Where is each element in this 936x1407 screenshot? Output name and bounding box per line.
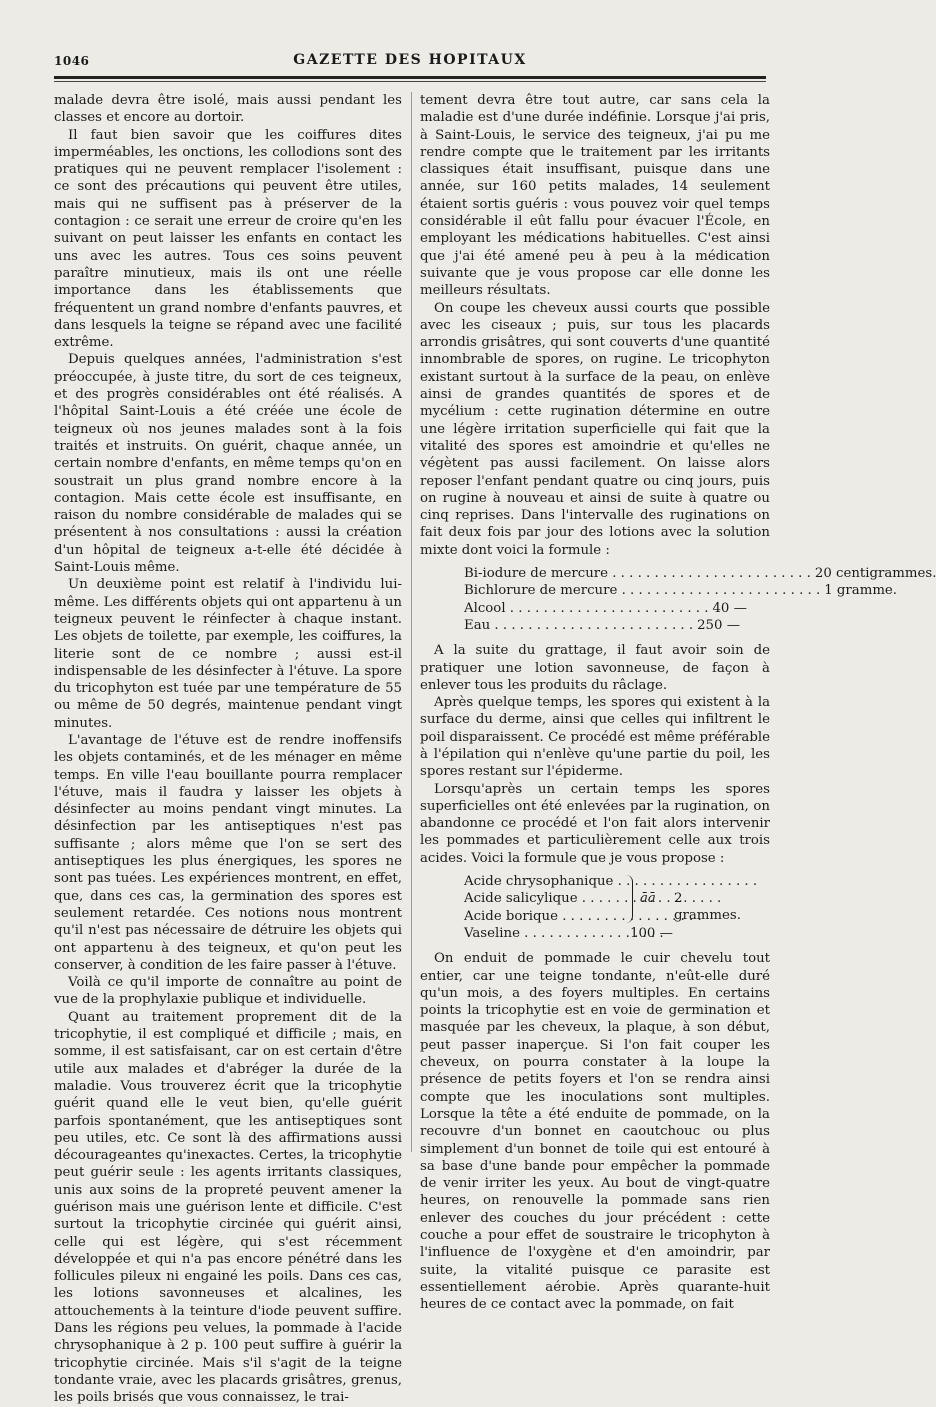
ingredient-name: Vaseline . . .	[464, 925, 622, 942]
ingredient-qty: 20 centigrammes.	[811, 565, 933, 582]
ingredient-name: Acide borique . . .	[464, 908, 622, 925]
paragraph: Après quelque temps, les spores qui existent à la surface du derme, ainsi que celles qui infiltrent le poil disparaissent. Ce procédé est même préférable à l'épilation qui n'enlève qu'une partie du poil, les spores restant sur l'épiderme.	[420, 695, 770, 780]
left-column	[54, 92, 402, 1406]
page-number: 1046	[54, 54, 90, 68]
header-rule-thin	[54, 81, 766, 82]
ingredient-name: Alcool . . .	[464, 600, 708, 617]
paragraph: On coupe les cheveux aussi courts que possible avec les ciseaux ; puis, sur tous les placards arrondis grisâtres, qui sont couverts d'une quantité innombrable de spores, on rugine. Le tricophyton existant surtout à la surface de la peau, on enlève ainsi de grandes quantités de spores et de mycélium : cette rugination détermine en outre une légère irritation superficielle qui fait que la vitalité des spores est amoindrie et qu'elles ne végètent pas aussi facilement. On laisse alors reposer l'enfant pendant quatre ou cinq jours, puis on rugine à nouveau et ainsi de suite à quatre ou cinq reprises. Dans l'intervalle des ruginations on fait deux fois par jour des lotions avec la solution mixte dont voici la formule :	[420, 300, 770, 558]
paragraph: tement devra être tout autre, car sans cela la maladie est d'une durée indéfinie. Lorsque j'ai pris, à Saint-Louis, le service des teigneux, j'ai pu me rendre compte que le traitement par les irritants classiques était insuffisant, puisque dans une année, sur 160 petits malades, 14 seulement étaient sortis guéris : vous pouvez voir quel temps considérable il eût fallu pour évacuer l'École, en employant les médications habituelles. C'est ainsi que j'ai été amené peu à peu à la médication suivante que je vous propose car elle donne les meilleurs résultats.	[420, 93, 770, 299]
ingredient-qty: 1 gramme.	[820, 582, 897, 599]
ingredient-name: Bi-iodure de mercure . . .	[464, 565, 811, 582]
ingredient-name: Acide salicylique . . .	[464, 890, 622, 907]
paragraph: On enduit de pommade le cuir chevelu tout entier, car une teigne tondante, n'eût-elle duré qu'un mois, a des foyers multiples. En certains points la tricophytie est en voie de germination et masquée par les cheveux, la plaque, à son début, peut passer inaperçue. Si l'on fait couper les cheveux, on pourra constater à la loupe la présence de petits foyers et l'on se rendra ainsi compte que les inoculations sont multiples. Lorsque la tête a été enduite de pommade, on la recouvre d'un bonnet en caoutchouc ou plus simplement d'un bonnet de toile qui est entouré à sa base d'une bande pour empêcher la pommade de venir irriter les yeux. Au bout de vingt-quatre heures, on renouvelle la pommade sans rien enlever des couches du jour précédent : cette couche a pour effet de soustraire le tricophyton à l'influence de l'oxygène et d'en amoindrir, par suite, la vitalité puisque ce parasite est essentiellement aérobie. Après quarante-huit heures de ce contact avec la pommade, on fait	[420, 951, 770, 1313]
formula-row	[464, 873, 744, 890]
formula-row	[464, 582, 898, 599]
paragraph: Voilà ce qu'il importe de connaître au point de vue de la prophylaxie publique et individuelle.	[54, 975, 402, 1008]
running-title: GAZETTE DES HOPITAUX	[293, 52, 527, 68]
paragraph: malade devra être isolé, mais aussi pendant les classes et encore au dortoir.	[54, 93, 402, 126]
ingredient-qty: 40 —	[708, 600, 746, 617]
paragraph: Depuis quelques années, l'administration s'est préoccupée, à juste titre, du sort de ces teigneux, et des progrès considérables ont été réalisés. A l'hôpital Saint-Louis a été créée une école de teigneux où nos jeunes malades sont à la fois traités et instruits. On guérit, chaque année, un certain nombre d'enfants, en même temps qu'on en soustrait un plus grand nombre encore à la contagion. Mais cette école est insuffisante, en raison du nombre considérable de malades qui se présentent à nos consultations : aussi la création d'un hôpital de teigneux a-t-elle été décidée à Saint-Louis même.	[54, 352, 402, 576]
paragraph: Il faut bien savoir que les coiffures dites imperméables, les onctions, les collodions sont des pratiques qui ne peuvent remplacer l'isolement : ce sont des précautions qui peuvent être utiles, mais qui ne suffisent pas à préserver de la contagion : ce serait une erreur de croire qu'en les suivant on peut laisser les enfants en contact les uns avec les autres. Tous ces soins peuvent paraître minutieux, mais ils ont une réelle importance dans les établissements que fréquentent un grand nombre d'enfants pauvres, et dans lesquels la teigne se répand avec une facilité extrême.	[54, 127, 402, 351]
paragraph: A la suite du grattage, il faut avoir soin de pratiquer une lotion savonneuse, de façon à enlever tous les produits du râclage.	[420, 643, 770, 693]
paragraph: Quant au traitement proprement dit de la tricophytie, il est compliqué et difficile ; mais, en somme, il est satisfaisant, car on est certain d'être utile aux malades et d'abréger la durée de la maladie. Vous trouverez écrit que la tricophytie guérit quand elle le veut bien, qu'elle guérit parfois spontanément, que les antiseptiques sont peu utiles, etc. Ce sont là des affirmations aussi décourageantes qu'inexactes. Certes, la tricophytie peut guérir seule : les agents irritants classiques, unis aux soins de la propreté peuvent amener la guérison mais une guérison lente et difficile. C'est surtout la tricophytie circinée qui guérit ainsi, celle qui est légère, qui s'est récemment développée et qui n'a pas encore pénétré dans les follicules pileux ni engainé les poils. Dans ces cas, les lotions savonneuses et alcalines, les attouchements à la teinture d'iode peuvent suffire. Dans les régions peu velues, la pommade à l'acide chrysophanique à 2 p. 100 peut suffire à guérir la tricophytie circinée. Mais s'il s'agit de la teigne tondante vraie, avec les placards grisâtres, grenus, les poils brisés que vous connaissez, le trai-	[54, 1009, 402, 1406]
ingredient-name: Acide chrysophanique . . .	[464, 873, 622, 890]
column-divider	[411, 92, 412, 1152]
formula-row	[464, 925, 744, 942]
grouped-qty: 2 grammes.	[674, 891, 741, 924]
grouped-label: āā	[640, 891, 656, 907]
header-rule	[54, 76, 766, 79]
paragraph: Un deuxième point est relatif à l'individu lui-même. Les différents objets qui ont appartenu à un teigneux peuvent le réinfecter à chaque instant. Les objets de toilette, par exemple, les coiffures, la literie sont de ce nombre ; aussi est-il indispensable de les désinfecter à l'étuve. La spore du tricophyton est tuée par une température de 55 ou même de 50 degrés, maintenue pendant vingt minutes.	[54, 577, 402, 731]
formula-pommade	[464, 873, 744, 942]
formula-row	[464, 600, 747, 617]
paragraph: L'avantage de l'étuve est de rendre inoffensifs les objets contaminés, et de les ménager en même temps. En ville l'eau bouillante pourra remplacer l'étuve, mais il faudra y laisser les objets à désinfecter au moins pendant vingt minutes. La désinfection par les antiseptiques n'est pas suffisante ; alors même que l'on se sert des antiseptiques les plus énergiques, les spores ne sont pas tuées. Les expériences montrent, en effet, que, dans ces cas, la germination des spores est seulement retardée. Ces notions nous montrent qu'il n'est pas nécessaire de détruire les objets qui ont appartenu à des teigneux, et qu'on peut les conserver, à condition de les faire passer à l'étuve.	[54, 732, 402, 973]
ingredient-qty: 100 —	[630, 925, 673, 941]
page-header	[54, 48, 766, 74]
right-column	[420, 92, 936, 1313]
ingredient-qty: 250 —	[693, 617, 740, 634]
formula-row	[464, 617, 740, 634]
paragraph: Lorsqu'après un certain temps les spores superficielles ont été enlevées par la rugination, on abandonne ce procédé et l'on fait alors intervenir les pommades et particulièrement celle aux trois acides. Voici la formule que je vous propose :	[420, 781, 770, 866]
ingredient-name: Bichlorure de mercure . . .	[464, 582, 820, 599]
brace	[626, 875, 633, 923]
ingredient-name: Eau . . .	[464, 617, 693, 634]
formula-lotion	[464, 565, 936, 634]
formula-row	[464, 565, 936, 582]
